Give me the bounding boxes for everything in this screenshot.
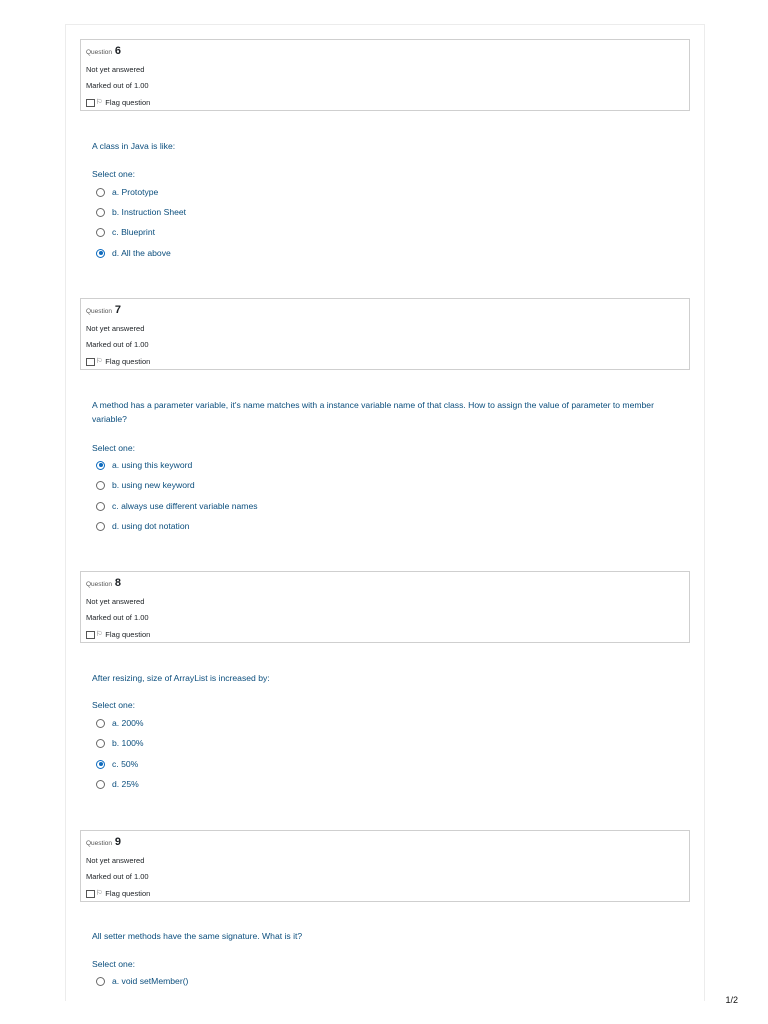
checkbox-icon[interactable] — [86, 99, 95, 107]
question-state: Not yet answered — [86, 597, 145, 606]
answer-option[interactable]: d. 25% — [96, 779, 139, 789]
question-number: Question 9 — [86, 836, 121, 848]
select-one-prompt: Select one: — [92, 169, 135, 179]
question-state: Not yet answered — [86, 324, 145, 333]
question-info-box — [80, 298, 690, 370]
radio-icon[interactable] — [96, 502, 105, 511]
answer-option[interactable]: d. All the above — [96, 248, 171, 258]
flag-label: Flag question — [105, 357, 151, 366]
question-marks: Marked out of 1.00 — [86, 872, 149, 881]
question-number: Question 6 — [86, 45, 121, 57]
quiz-page — [65, 24, 705, 1001]
radio-selected-icon[interactable] — [96, 760, 105, 769]
flag-question-toggle[interactable] — [86, 889, 150, 898]
radio-icon[interactable] — [96, 522, 105, 531]
answer-option[interactable]: a. Prototype — [96, 187, 158, 197]
flag-question-toggle[interactable] — [86, 630, 150, 639]
answer-option[interactable]: a. using this keyword — [96, 460, 192, 470]
checkbox-icon[interactable] — [86, 631, 95, 639]
flag-icon: ⚐ — [96, 890, 103, 897]
question-info-box — [80, 39, 690, 111]
radio-selected-icon[interactable] — [96, 461, 105, 470]
question-info-box — [80, 830, 690, 902]
flag-label: Flag question — [105, 889, 151, 898]
answer-option[interactable]: d. using dot notation — [96, 521, 189, 531]
radio-icon[interactable] — [96, 208, 105, 217]
flag-question-toggle[interactable] — [86, 357, 150, 366]
select-one-prompt: Select one: — [92, 700, 135, 710]
page-number: 1/2 — [725, 995, 738, 1005]
flag-question-toggle[interactable] — [86, 98, 150, 107]
select-one-prompt: Select one: — [92, 443, 135, 453]
answer-option[interactable]: c. 50% — [96, 759, 138, 769]
radio-icon[interactable] — [96, 739, 105, 748]
question-text: A method has a parameter variable, it's name matches with a instance variable name of that class. How to assign the value of parameter to member variable? — [92, 400, 654, 424]
radio-icon[interactable] — [96, 780, 105, 789]
checkbox-icon[interactable] — [86, 358, 95, 366]
checkbox-icon[interactable] — [86, 890, 95, 898]
question-marks: Marked out of 1.00 — [86, 613, 149, 622]
question-number: Question 7 — [86, 304, 121, 316]
answer-option[interactable]: a. 200% — [96, 718, 144, 728]
select-one-prompt: Select one: — [92, 959, 135, 969]
question-text: A class in Java is like: — [92, 141, 176, 151]
flag-icon: ⚐ — [96, 99, 103, 106]
question-state: Not yet answered — [86, 856, 145, 865]
question-text: After resizing, size of ArrayList is increased by: — [92, 673, 270, 683]
question-marks: Marked out of 1.00 — [86, 340, 149, 349]
answer-option[interactable]: b. 100% — [96, 738, 144, 748]
question-text: All setter methods have the same signature. What is it? — [92, 931, 303, 941]
question-marks: Marked out of 1.00 — [86, 81, 149, 90]
flag-icon: ⚐ — [96, 358, 103, 365]
flag-icon: ⚐ — [96, 631, 103, 638]
radio-icon[interactable] — [96, 188, 105, 197]
question-info-box — [80, 571, 690, 643]
flag-label: Flag question — [105, 98, 151, 107]
radio-icon[interactable] — [96, 481, 105, 490]
radio-selected-icon[interactable] — [96, 249, 105, 258]
radio-icon[interactable] — [96, 977, 105, 986]
radio-icon[interactable] — [96, 228, 105, 237]
answer-option[interactable]: c. Blueprint — [96, 227, 155, 237]
answer-option[interactable]: c. always use different variable names — [96, 501, 258, 511]
answer-option[interactable]: a. void setMember() — [96, 976, 188, 986]
question-number: Question 8 — [86, 577, 121, 589]
answer-option[interactable]: b. Instruction Sheet — [96, 207, 186, 217]
flag-label: Flag question — [105, 630, 151, 639]
answer-option[interactable]: b. using new keyword — [96, 480, 195, 490]
question-state: Not yet answered — [86, 65, 145, 74]
radio-icon[interactable] — [96, 719, 105, 728]
